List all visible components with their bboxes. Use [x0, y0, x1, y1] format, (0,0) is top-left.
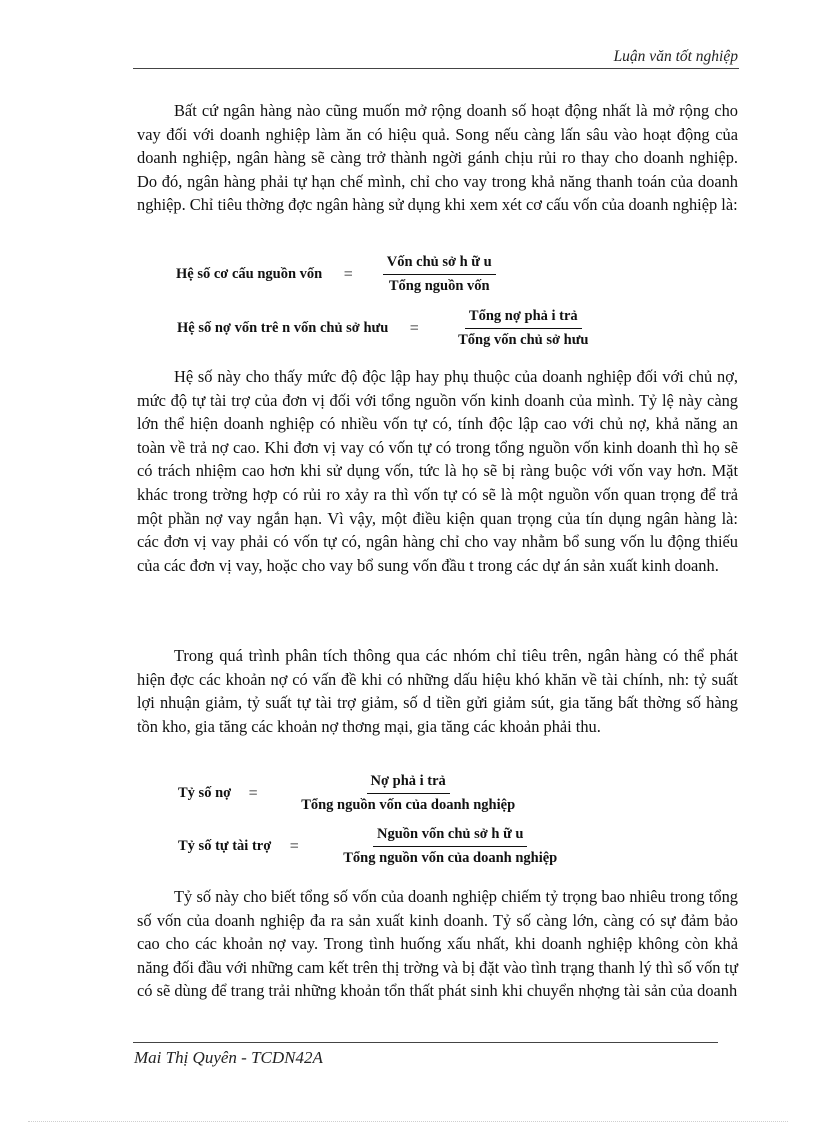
formula-capital-structure: [176, 254, 504, 295]
formula-debt-to-equity: [177, 308, 606, 349]
equals-sign: =: [248, 784, 258, 802]
formula-label: Hệ số cơ cấu nguồn vốn: [176, 266, 323, 282]
page-bottom-border: [28, 1121, 788, 1122]
fraction: [440, 308, 606, 349]
paragraph-4: Tỷ số này cho biết tổng số vốn của doanh nghiệp chiếm tỷ trọng bao nhiêu trong tổng số vốn của doanh nghiệp đa ra sản xuất kinh doanh. Tỷ số càng lớn, càng có sự đảm bảo cao cho các khoản nợ vay. Trong tình huống xấu nhất, khi doanh nghiệp không còn khả năng đối đầu với những cam kết trên thị trờng và bị đặt vào tình trạng thanh lý thì số vốn tự có sẽ dùng để trang trải những khoản tổn thất phát sinh khi chuyển nhợng tài sản của doanh: [137, 887, 738, 1001]
denominator: Tổng nguồn vốn: [388, 278, 490, 294]
fraction: [275, 773, 541, 814]
paragraph-3: Trong quá trình phân tích thông qua các nhóm chỉ tiêu trên, ngân hàng có thể phát hiện đợc các khoản nợ có vấn đề khi có những dấu hiệu khó khăn về tài chính, nh: tỷ suất lợi nhuận giảm, tỷ suất tự tài trợ giảm, số d tiền gửi giảm sút, gia tăng bất thờng số hàng tồn kho, gia tăng các khoản nợ thơng mại, gia tăng các khoản phải thu.: [137, 646, 738, 736]
footer-rule: [133, 1042, 718, 1043]
formula-label: Tỷ số nợ: [178, 785, 232, 801]
equals-sign: =: [343, 265, 353, 283]
equals-sign: =: [409, 319, 419, 337]
denominator: Tổng vốn chủ sở hưu: [458, 332, 589, 348]
header-rule: [133, 68, 739, 69]
paragraph-2: Hệ số này cho thấy mức độ độc lập hay phụ thuộc của doanh nghiệp đối với chủ nợ, mức độ tự tài trợ của đơn vị đối với tổng nguồn vốn kinh doanh của mình. Tỷ lệ này càng lớn thể hiện doanh nghiệp có nhiều vốn tự có, tính độc lập cao với chủ nợ, khả năng an toàn về trả nợ cao. Khi đơn vị vay có vốn tự có trong tổng nguồn vốn kinh doanh thì họ sẽ có trách nhiệm cao hơn khi sử dụng vốn, tức là họ sẽ bị ràng buộc với vốn vay hơn. Mặt khác trong trờng hợp có rủi ro xảy ra thì vốn tự có sẽ là một nguồn vốn quan trọng để trả một phần nợ vay ngắn hạn. Vì vậy, một điều kiện quan trọng của tín dụng ngân hàng là: các đơn vị vay phải có vốn tự có, ngân hàng chỉ cho vay nhằm bổ sung vốn lu động thiếu của các đơn vị vay, hoặc cho vay bổ sung vốn đầu t trong các dự án sản xuất kinh doanh.: [137, 367, 738, 575]
formula-self-financing-ratio: [178, 826, 583, 867]
numerator: Nguồn vốn chủ sở h ữ u: [373, 826, 527, 847]
formula-label: Tỷ số tự tài trợ: [178, 838, 272, 854]
equals-sign: =: [289, 837, 299, 855]
fraction: [374, 254, 504, 295]
numerator: Nợ phả i trả: [367, 773, 450, 794]
numerator: Tổng nợ phả i trả: [465, 308, 582, 329]
footer-author: Mai Thị Quyên - TCDN42A: [134, 1048, 323, 1067]
fraction: [317, 826, 583, 867]
header-title: Luận văn tốt nghiệp: [613, 48, 738, 65]
paragraph-1: Bất cứ ngân hàng nào cũng muốn mở rộng doanh số hoạt động nhất là mở rộng cho vay đối với doanh nghiệp làm ăn có hiệu quả. Song nếu càng lấn sâu vào hoạt động của doanh nghiệp, ngân hàng sẽ càng trở thành ngời gánh chịu rủi ro thay cho doanh nghiệp. Do đó, ngân hàng phải tự hạn chế mình, chỉ cho vay trong khả năng thanh toán của doanh nghiệp. Chỉ tiêu thờng đợc ngân hàng sử dụng khi xem xét cơ cấu vốn của doanh nghiệp là:: [137, 101, 738, 215]
denominator: Tổng nguồn vốn của doanh nghiệp: [301, 797, 516, 813]
formula-label: Hệ số nợ vốn trê n vốn chủ sở hưu: [177, 320, 389, 336]
formula-debt-ratio: [178, 773, 541, 814]
numerator: Vốn chủ sở h ữ u: [383, 254, 496, 275]
denominator: Tổng nguồn vốn của doanh nghiệp: [343, 850, 558, 866]
